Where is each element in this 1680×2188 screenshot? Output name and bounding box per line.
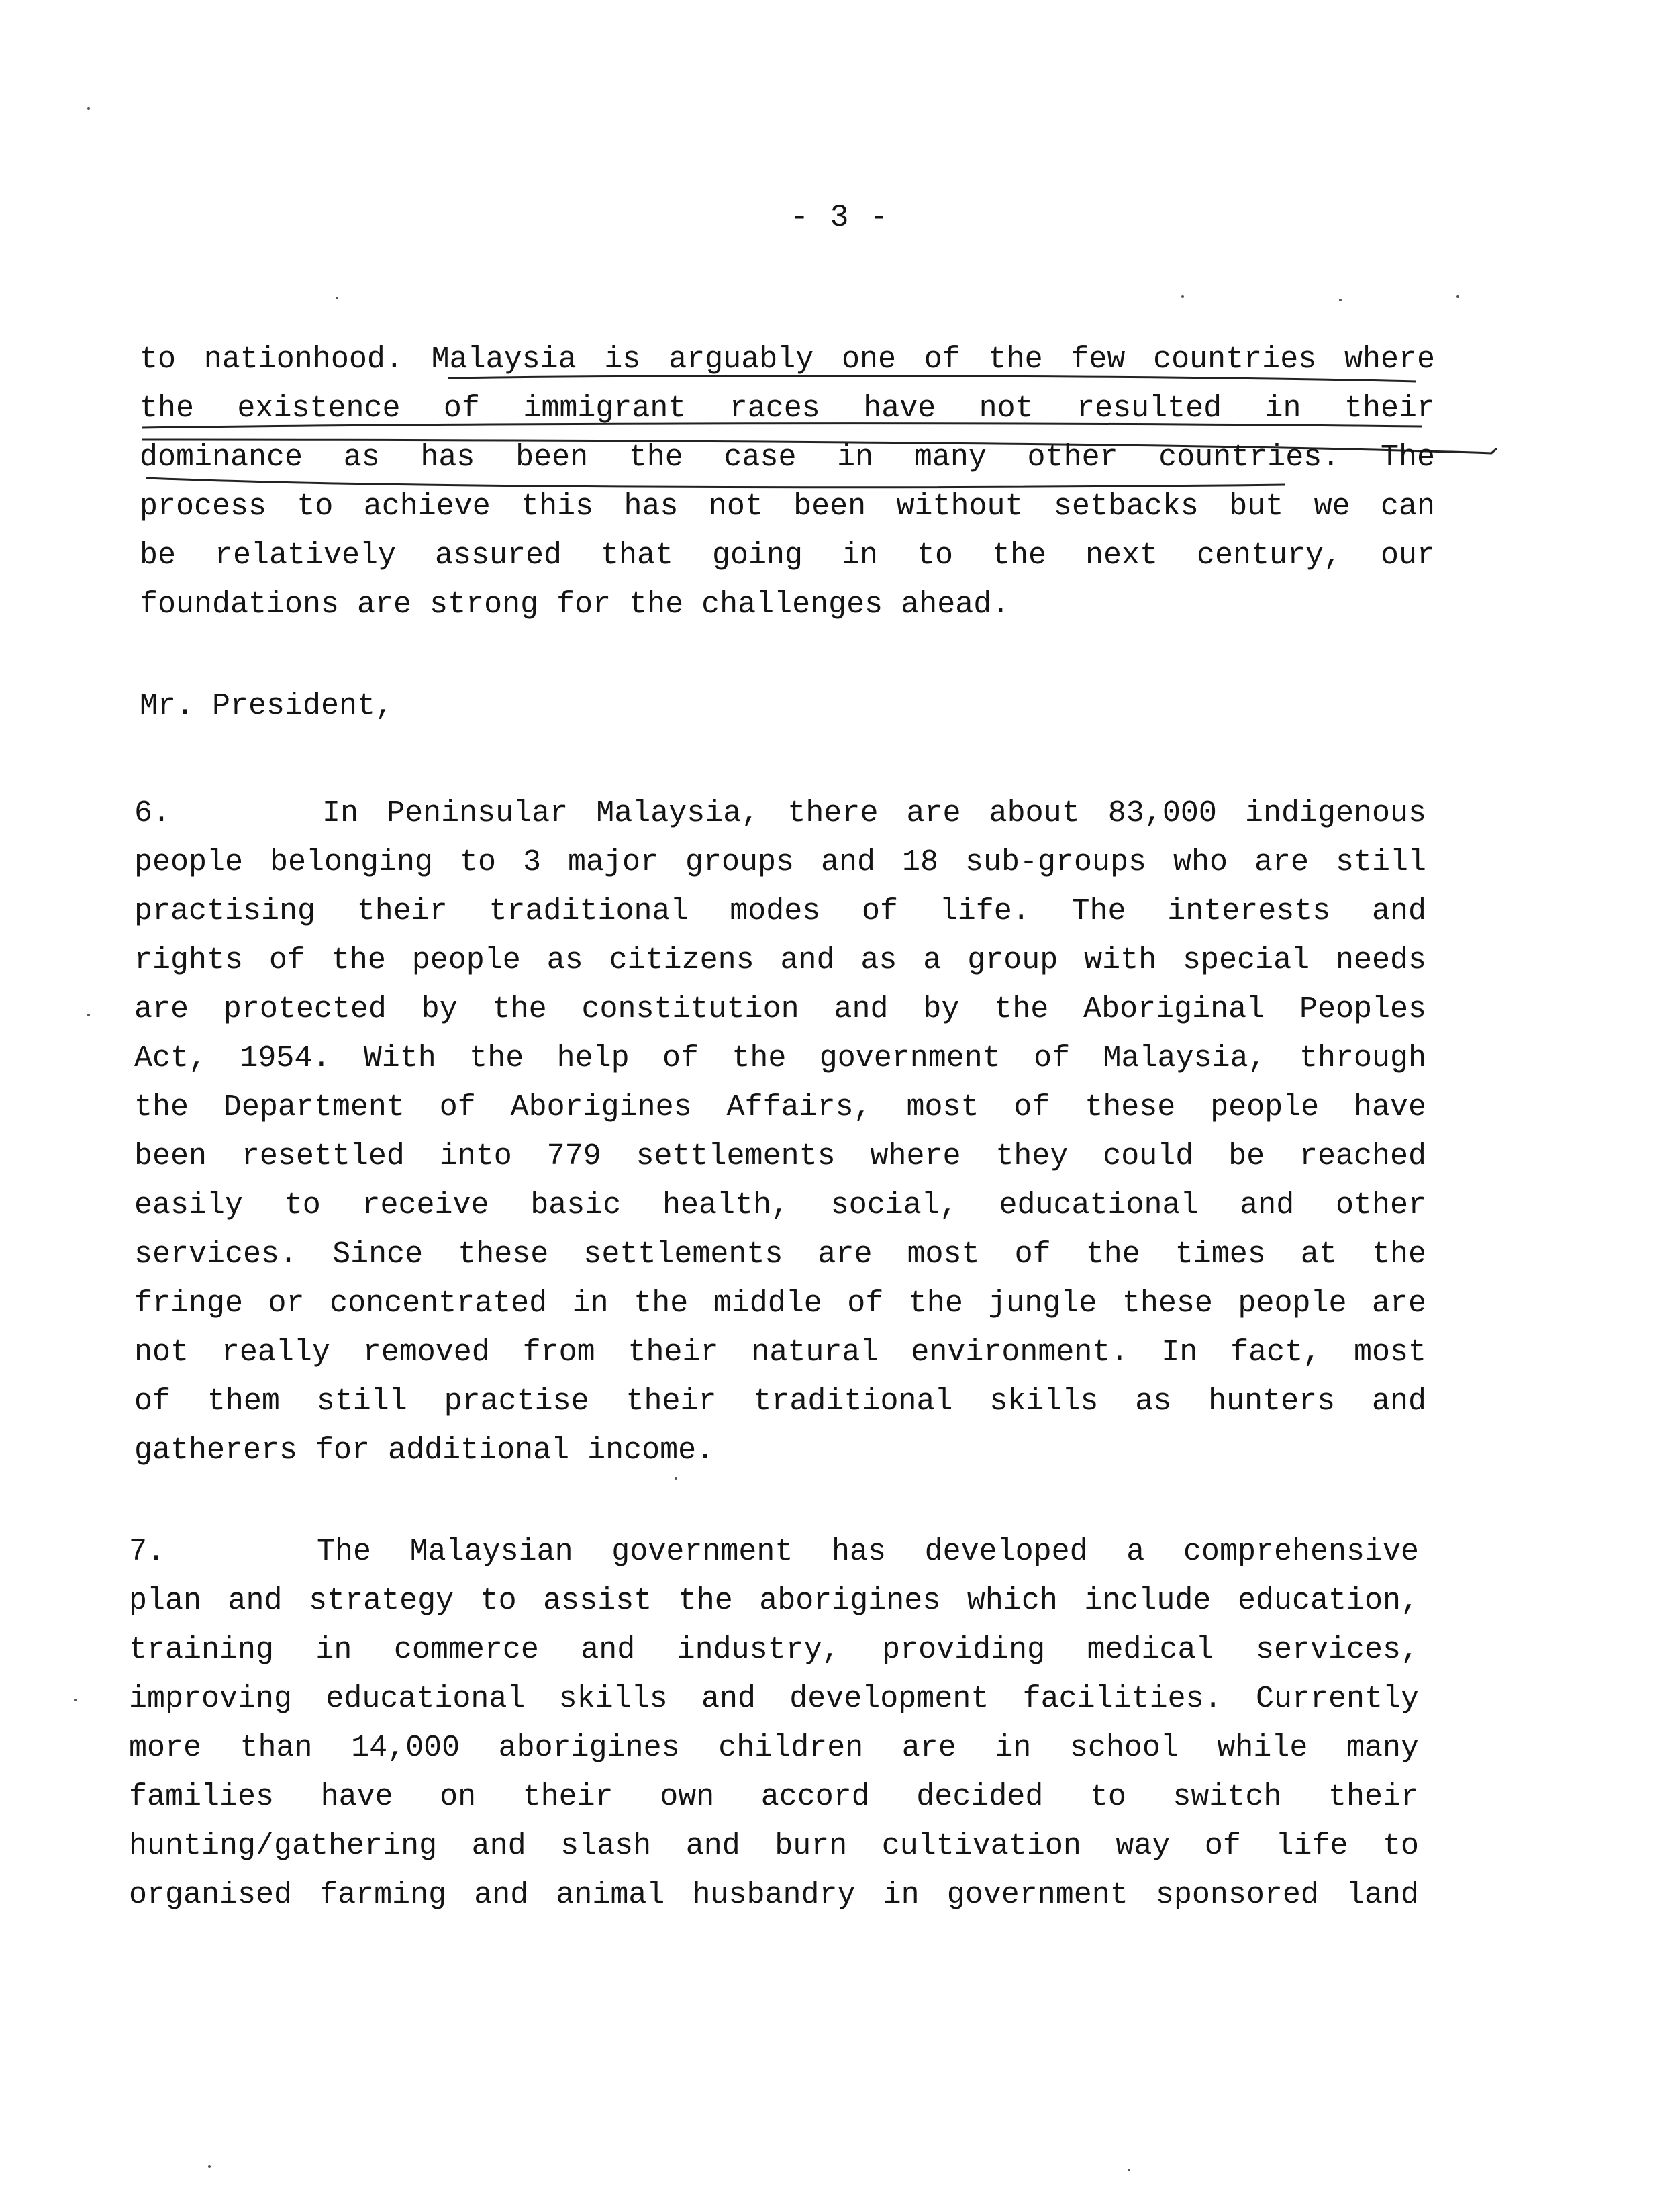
text-line: In Peninsular Malaysia, there are about 83,000 indigenous (322, 796, 1426, 830)
text-line: rights of the people as citizens and as a group with special needs (134, 943, 1426, 978)
text-line: plan and strategy to assist the aborigines which include education, (129, 1584, 1419, 1618)
text-line: easily to receive basic health, social, educational and other (134, 1188, 1426, 1223)
text-line: dominance as has been the case in many other countries. The (140, 440, 1435, 475)
scan-speck (1339, 299, 1342, 301)
scan-speck (208, 2165, 211, 2168)
paragraph-number: 7. (129, 1535, 166, 1569)
text-line: not really removed from their natural environment. In fact, most (134, 1335, 1426, 1370)
text-line: to nationhood. Malaysia is arguably one of the few countries where (140, 342, 1435, 377)
scan-speck (1181, 295, 1184, 298)
scan-speck (1128, 2169, 1130, 2171)
scan-speck (87, 107, 90, 110)
text-line: process to achieve this has not been without setbacks but we can (140, 489, 1435, 524)
paragraph-7 (129, 1527, 1419, 1919)
text-line: The Malaysian government has developed a comprehensive (317, 1535, 1419, 1569)
salutation: Mr. President, (140, 689, 394, 723)
scan-speck (1456, 295, 1459, 298)
text-line: the existence of immigrant races have not resulted in their (140, 391, 1435, 426)
paragraph-first-line (134, 789, 1426, 838)
text-line: improving educational skills and development facilities. Currently (129, 1682, 1419, 1716)
scan-speck (336, 297, 338, 299)
text-line: are protected by the constitution and by the Aboriginal Peoples (134, 992, 1426, 1027)
text-line: families have on their own accord decided to switch their (129, 1780, 1419, 1814)
text-line: of them still practise their traditional skills as hunters and (134, 1384, 1426, 1419)
paragraph-6 (134, 789, 1426, 1475)
text-line: foundations are strong for the challenges ahead. (140, 587, 1010, 622)
intro-paragraph (140, 335, 1435, 629)
scan-speck (87, 1014, 90, 1016)
page-number: - 3 - (790, 200, 890, 235)
text-line: practising their traditional modes of life. The interests and (134, 894, 1426, 929)
paragraph-number: 6. (134, 796, 171, 830)
text-line: Act, 1954. With the help of the government of Malaysia, through (134, 1041, 1426, 1076)
text-line: gatherers for additional income. (134, 1433, 715, 1468)
text-line: organised farming and animal husbandry in government sponsored land (129, 1878, 1419, 1912)
text-line: more than 14,000 aborigines children are in school while many (129, 1731, 1419, 1765)
scan-speck (74, 1699, 77, 1701)
text-line: training in commerce and industry, providing medical services, (129, 1633, 1419, 1667)
text-line: people belonging to 3 major groups and 18 sub-groups who are still (134, 845, 1426, 879)
text-line: been resettled into 779 settlements where they could be reached (134, 1139, 1426, 1174)
text-line: services. Since these settlements are most of the times at the (134, 1237, 1426, 1272)
text-line: hunting/gathering and slash and burn cultivation way of life to (129, 1829, 1419, 1863)
scan-speck (675, 1477, 677, 1480)
text-line: be relatively assured that going in to the next century, our (140, 538, 1435, 573)
text-line: fringe or concentrated in the middle of the jungle these people are (134, 1286, 1426, 1321)
text-line: the Department of Aborigines Affairs, most of these people have (134, 1090, 1426, 1125)
paragraph-first-line (129, 1527, 1419, 1576)
